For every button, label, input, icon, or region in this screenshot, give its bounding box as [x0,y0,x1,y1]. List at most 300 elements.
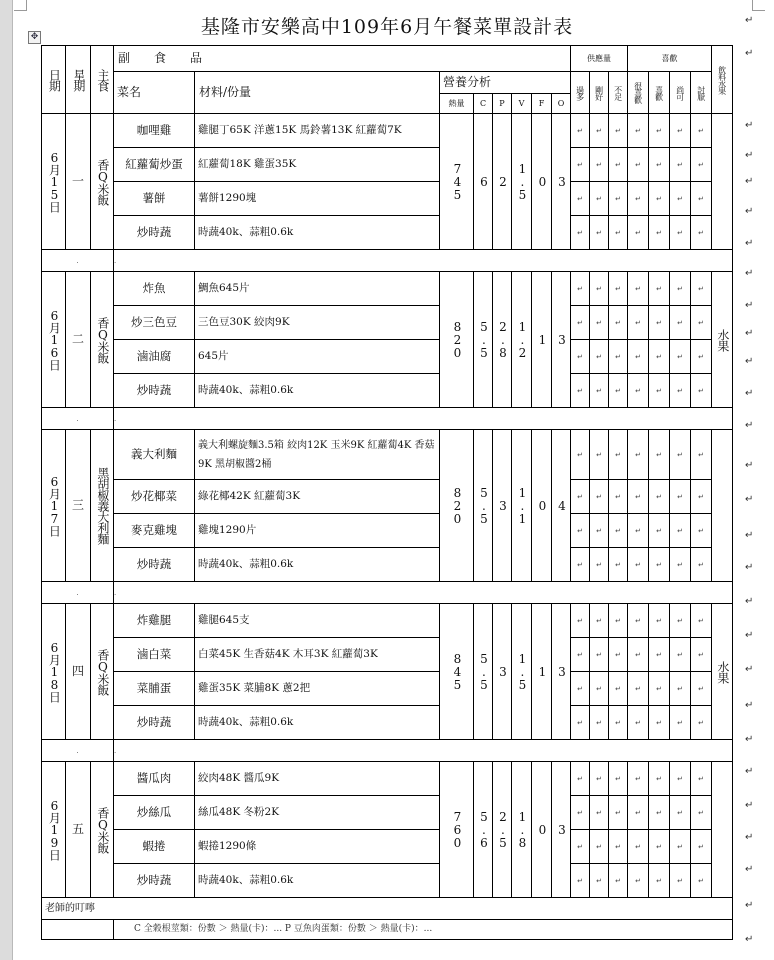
cell-end-mark: ↵ [656,229,662,238]
cell-end-mark: ↵ [677,387,683,396]
rating-cell[interactable] [670,706,691,740]
nutrition-p: 2.8 [493,272,512,408]
rating-cell[interactable] [649,830,670,864]
remark-label-text: 老師的叮嚀 [45,902,95,914]
cell-end-mark: ↵ [615,561,621,570]
rating-cell[interactable] [670,272,691,306]
dish-material: 絞肉48K 醬瓜9K [195,762,440,796]
rating-cell[interactable] [571,864,590,898]
header-nutrition: 營養分析 [440,72,571,94]
cell-end-mark: ↵ [677,229,683,238]
header-ingredients: 材料/份量 [195,72,440,114]
rating-cell[interactable] [609,216,628,250]
paragraph-mark-icon: ↵ [745,48,754,59]
cell-end-mark: ↵ [615,527,621,536]
spacer-cell [114,408,733,430]
rating-cell[interactable] [670,114,691,148]
nutrition-v: 1.5 [512,604,532,740]
cell-end-mark: ↵ [577,651,583,660]
dish-name: 炒時蔬 [114,706,195,740]
nutrition-p: 2 [493,114,512,250]
rating-cell[interactable] [691,148,712,182]
cell-end-mark: ↵ [677,843,683,852]
rating-cell[interactable] [609,604,628,638]
cell-end-mark: ↵ [577,685,583,694]
dish-name: 炒時蔬 [114,864,195,898]
footer-legend: C 全穀根莖類：份數 ＞ 熱量(卡)：... P 豆魚肉蛋類：份數 ＞ 熱量(卡)：... [114,920,733,940]
rating-cell[interactable] [670,306,691,340]
cell-end-mark: ↵ [596,127,602,136]
table-row [42,604,733,638]
rating-cell[interactable] [649,148,670,182]
header-like: 喜歡 [628,46,712,72]
rating-cell[interactable] [670,672,691,706]
rating-cell[interactable] [691,762,712,796]
cell-end-mark: ↵ [656,843,662,852]
rating-cell[interactable] [628,480,649,514]
rating-cell[interactable] [571,430,590,480]
rating-cell[interactable] [571,796,590,830]
nutrition-c: 6 [474,114,493,250]
rating-cell[interactable] [691,706,712,740]
cell-end-mark: ↵ [656,319,662,328]
rating-cell[interactable] [628,514,649,548]
rating-cell[interactable] [691,182,712,216]
rating-cell[interactable] [649,306,670,340]
cell-end-mark: ↵ [656,387,662,396]
cell-end-mark: ↵ [698,809,704,818]
rating-cell[interactable] [670,762,691,796]
rating-cell[interactable] [571,306,590,340]
rating-cell[interactable] [649,604,670,638]
cell-end-mark: ↵ [677,775,683,784]
dish-name: 炒花椰菜 [114,480,195,514]
paragraph-mark-icon: ↵ [745,934,754,945]
rating-cell[interactable] [571,114,590,148]
dish-material: 鯛魚645片 [195,272,440,306]
dish-material: 645片 [195,340,440,374]
rating-cell[interactable] [571,182,590,216]
cell-end-mark: ↵ [656,617,662,626]
rating-cell[interactable] [571,672,590,706]
dish-material: 薯餅1290塊 [195,182,440,216]
rating-cell[interactable] [691,548,712,582]
rating-cell[interactable] [590,706,609,740]
paragraph-mark-icon: ↵ [745,530,754,541]
rating-cell[interactable] [691,430,712,480]
header-like-like: 喜歡 [649,72,670,114]
rating-cell[interactable] [628,548,649,582]
rating-cell[interactable] [649,638,670,672]
header-date: 日期 [42,46,66,114]
rating-cell[interactable] [571,216,590,250]
rating-cell[interactable] [571,548,590,582]
cell-end-mark: ↵ [596,195,602,204]
rating-cell[interactable] [670,430,691,480]
day-weekday: 五 [66,762,91,898]
day-date: 6月18日 [42,604,66,740]
paragraph-mark-icon: ↵ [745,800,754,811]
cell-end-mark: ↵ [635,127,641,136]
rating-cell[interactable] [670,638,691,672]
rating-cell[interactable] [571,604,590,638]
document-title: 基隆市安樂高中109年6月午餐菜單設計表 [200,16,574,38]
rating-cell[interactable] [670,864,691,898]
nutrition-f: 1 [532,604,552,740]
spacer-row [42,408,733,430]
rating-cell[interactable] [649,706,670,740]
rating-cell[interactable] [649,114,670,148]
cell-end-mark: ↵ [677,195,683,204]
header-staple: 主食 [91,46,114,114]
nutrition-o: 3 [552,604,571,740]
dish-name: 醬瓜肉 [114,762,195,796]
dot-mark: . [114,415,117,424]
rating-cell[interactable] [670,830,691,864]
table-row [42,864,733,898]
cell-end-mark: ↵ [635,877,641,886]
rating-cell[interactable] [670,480,691,514]
rating-cell[interactable] [628,430,649,480]
rating-cell[interactable] [670,148,691,182]
cell-end-mark: ↵ [698,617,704,626]
rating-cell[interactable] [649,864,670,898]
spacer-cell [42,582,117,604]
rating-cell[interactable] [609,830,628,864]
cell-end-mark: ↵ [615,161,621,170]
cell-end-mark: ↵ [677,285,683,294]
rating-cell[interactable] [628,272,649,306]
rating-cell[interactable] [691,514,712,548]
cell-end-mark: ↵ [635,685,641,694]
rating-cell[interactable] [609,306,628,340]
rating-cell[interactable] [691,638,712,672]
rating-cell[interactable] [649,374,670,408]
cell-end-mark: ↵ [596,451,602,460]
nutrition-cal: 760 [440,762,474,898]
cell-end-mark: ↵ [635,809,641,818]
rating-cell[interactable] [670,514,691,548]
dish-name: 菜脯蛋 [114,672,195,706]
dot-mark: . [76,589,79,598]
rating-cell[interactable] [590,374,609,408]
rating-cell[interactable] [590,604,609,638]
rating-cell[interactable] [649,216,670,250]
table-row [42,114,733,148]
rating-cell[interactable] [628,374,649,408]
rating-cell[interactable] [571,830,590,864]
rating-cell[interactable] [628,216,649,250]
day-date: 6月15日 [42,114,66,250]
cell-end-mark: ↵ [635,229,641,238]
nutrition-v: 1.5 [512,114,532,250]
rating-cell[interactable] [691,340,712,374]
rating-cell[interactable] [628,638,649,672]
spacer-row [42,250,733,272]
rating-cell[interactable] [649,182,670,216]
dish-name: 薯餅 [114,182,195,216]
cell-end-mark: ↵ [698,719,704,728]
nutrition-v: 1.8 [512,762,532,898]
dish-material: 雞塊1290片 [195,514,440,548]
table-move-handle-icon[interactable]: ✥ [28,31,41,44]
cell-end-mark: ↵ [677,651,683,660]
rating-cell[interactable] [590,638,609,672]
day-staple: 香Q米飯 [91,114,114,250]
rating-cell[interactable] [691,604,712,638]
dish-material: 雞蛋35K 菜脯8K 蔥2把 [195,672,440,706]
rating-cell[interactable] [628,672,649,706]
remark-label[interactable] [42,898,733,920]
dish-material: 綠花椰42K 紅蘿蔔3K [195,480,440,514]
day-fruit [712,430,733,582]
rating-cell[interactable] [649,796,670,830]
rating-cell[interactable] [609,514,628,548]
day-date: 6月17日 [42,430,66,582]
rating-cell[interactable] [628,762,649,796]
cell-end-mark: ↵ [635,285,641,294]
rating-cell[interactable] [609,796,628,830]
day-date: 6月16日 [42,272,66,408]
cell-end-mark: ↵ [577,809,583,818]
footer-row [42,920,733,940]
rating-cell[interactable] [628,604,649,638]
rating-cell[interactable] [609,430,628,480]
rating-cell[interactable] [670,340,691,374]
rating-cell[interactable] [670,374,691,408]
rating-cell[interactable] [609,762,628,796]
header-supply: 供應量 [571,46,628,72]
nutrition-o: 3 [552,762,571,898]
rating-cell[interactable] [609,638,628,672]
rating-cell[interactable] [571,340,590,374]
rating-cell[interactable] [571,374,590,408]
rating-cell[interactable] [609,340,628,374]
rating-cell[interactable] [590,548,609,582]
rating-cell[interactable] [691,374,712,408]
rating-cell[interactable] [609,548,628,582]
nutrition-p: 3 [493,604,512,740]
rating-cell[interactable] [691,672,712,706]
cell-end-mark: ↵ [698,877,704,886]
paragraph-mark-icon: ↵ [745,864,754,875]
cell-end-mark: ↵ [596,161,602,170]
table-row [42,374,733,408]
rating-cell[interactable] [590,340,609,374]
nutrition-c: 5.6 [474,762,493,898]
rating-cell[interactable] [691,114,712,148]
rating-cell[interactable] [571,272,590,306]
paragraph-mark-icon: ↵ [745,238,754,249]
header-f: F [532,94,552,114]
cell-end-mark: ↵ [577,775,583,784]
rating-cell[interactable] [691,272,712,306]
rating-cell[interactable] [609,148,628,182]
rating-cell[interactable] [609,182,628,216]
cell-end-mark: ↵ [656,877,662,886]
rating-cell[interactable] [628,148,649,182]
cell-end-mark: ↵ [577,229,583,238]
day-staple: 黑胡椒義大利麵 [91,430,114,582]
cell-end-mark: ↵ [656,561,662,570]
rating-cell[interactable] [609,864,628,898]
rating-cell[interactable] [609,706,628,740]
cell-end-mark: ↵ [596,809,602,818]
dish-material: 義大利螺旋麵3.5箱 絞肉12K 玉米9K 紅蘿蔔4K 香菇9K 黑胡椒醬2桶 [195,430,440,480]
cell-end-mark: ↵ [677,451,683,460]
table-row [42,548,733,582]
rating-cell[interactable] [609,672,628,706]
cell-end-mark: ↵ [635,527,641,536]
rating-cell[interactable] [649,480,670,514]
rating-cell[interactable] [691,480,712,514]
cell-end-mark: ↵ [698,127,704,136]
cell-end-mark: ↵ [577,285,583,294]
rating-cell[interactable] [590,182,609,216]
rating-cell[interactable] [670,796,691,830]
dish-name: 炒時蔬 [114,374,195,408]
rating-cell[interactable] [609,374,628,408]
rating-cell[interactable] [649,548,670,582]
rating-cell[interactable] [571,514,590,548]
cell-end-mark: ↵ [596,561,602,570]
dish-material: 絲瓜48K 冬粉2K [195,796,440,830]
rating-cell[interactable] [628,830,649,864]
cell-end-mark: ↵ [677,319,683,328]
rating-cell[interactable] [609,272,628,306]
dish-name: 蝦捲 [114,830,195,864]
rating-cell[interactable] [628,306,649,340]
cell-end-mark: ↵ [596,353,602,362]
cell-end-mark: ↵ [596,877,602,886]
nutrition-f: 0 [532,430,552,582]
header-like-ok: 尚可 [670,72,691,114]
rating-cell[interactable] [571,706,590,740]
rating-cell[interactable] [649,514,670,548]
spacer-cell [114,250,733,272]
cell-end-mark: ↵ [596,229,602,238]
dish-material: 時蔬40k、蒜粗0.6k [195,374,440,408]
cell-end-mark: ↵ [698,561,704,570]
dish-material: 白菜45K 生香菇4K 木耳3K 紅蘿蔔3K [195,638,440,672]
rating-cell[interactable] [590,672,609,706]
rating-cell[interactable] [649,672,670,706]
cell-end-mark: ↵ [698,685,704,694]
paragraph-mark-icon: ↵ [745,328,754,339]
table-row [42,796,733,830]
dish-name: 麥克雞塊 [114,514,195,548]
rating-cell[interactable] [590,114,609,148]
rating-cell[interactable] [691,830,712,864]
dish-material: 蝦捲1290條 [195,830,440,864]
cell-end-mark: ↵ [698,319,704,328]
cell-end-mark: ↵ [596,685,602,694]
rating-cell[interactable] [590,514,609,548]
cell-end-mark: ↵ [577,353,583,362]
cell-end-mark: ↵ [615,127,621,136]
day-fruit [712,762,733,898]
rating-cell[interactable] [571,148,590,182]
rating-cell[interactable] [670,216,691,250]
rating-cell[interactable] [691,864,712,898]
rating-cell[interactable] [691,796,712,830]
cell-end-mark: ↵ [656,493,662,502]
cell-end-mark: ↵ [677,493,683,502]
paragraph-mark-icon: ↵ [745,630,754,641]
cell-end-mark: ↵ [677,127,683,136]
rating-cell[interactable] [628,182,649,216]
dish-name: 咖哩雞 [114,114,195,148]
rating-cell[interactable] [649,272,670,306]
header-dish-name: 菜名 [114,72,195,114]
cell-end-mark: ↵ [596,285,602,294]
rating-cell[interactable] [571,638,590,672]
rating-cell[interactable] [590,148,609,182]
menu-table [41,45,733,940]
paragraph-mark-icon: ↵ [745,120,754,131]
nutrition-cal: 820 [440,430,474,582]
dish-name: 炒三色豆 [114,306,195,340]
cell-end-mark: ↵ [698,387,704,396]
rating-cell[interactable] [649,762,670,796]
rating-cell[interactable] [590,762,609,796]
rating-cell[interactable] [609,480,628,514]
rating-cell[interactable] [590,216,609,250]
nutrition-v: 1.2 [512,272,532,408]
rating-cell[interactable] [590,480,609,514]
cell-end-mark: ↵ [656,651,662,660]
rating-cell[interactable] [649,430,670,480]
cell-end-mark: ↵ [596,843,602,852]
dish-name: 炸魚 [114,272,195,306]
header-c: C [474,94,493,114]
rating-cell[interactable] [649,340,670,374]
rating-cell[interactable] [628,864,649,898]
cell-end-mark: ↵ [577,719,583,728]
rating-cell[interactable] [628,706,649,740]
rating-cell[interactable] [670,604,691,638]
cell-end-mark: ↵ [677,353,683,362]
rating-cell[interactable] [590,430,609,480]
rating-cell[interactable] [670,548,691,582]
rating-cell[interactable] [628,796,649,830]
cell-end-mark: ↵ [615,195,621,204]
nutrition-f: 0 [532,114,552,250]
table-row [42,148,733,182]
rating-cell[interactable] [609,114,628,148]
header-calories: 熱量 [440,94,474,114]
cell-end-mark: ↵ [596,775,602,784]
paragraph-mark-icon: ↵ [745,300,754,311]
rating-cell[interactable] [628,114,649,148]
nutrition-o: 3 [552,114,571,250]
rating-cell[interactable] [571,762,590,796]
rating-cell[interactable] [691,216,712,250]
rating-cell[interactable] [571,480,590,514]
rating-cell[interactable] [590,796,609,830]
rating-cell[interactable] [691,306,712,340]
rating-cell[interactable] [590,864,609,898]
paragraph-mark-icon: ↵ [745,420,754,431]
cell-end-mark: ↵ [596,319,602,328]
rating-cell[interactable] [628,340,649,374]
rating-cell[interactable] [590,272,609,306]
cell-end-mark: ↵ [577,451,583,460]
rating-cell[interactable] [590,830,609,864]
rating-cell[interactable] [670,182,691,216]
rating-cell[interactable] [590,306,609,340]
spacer-cell [114,740,733,762]
